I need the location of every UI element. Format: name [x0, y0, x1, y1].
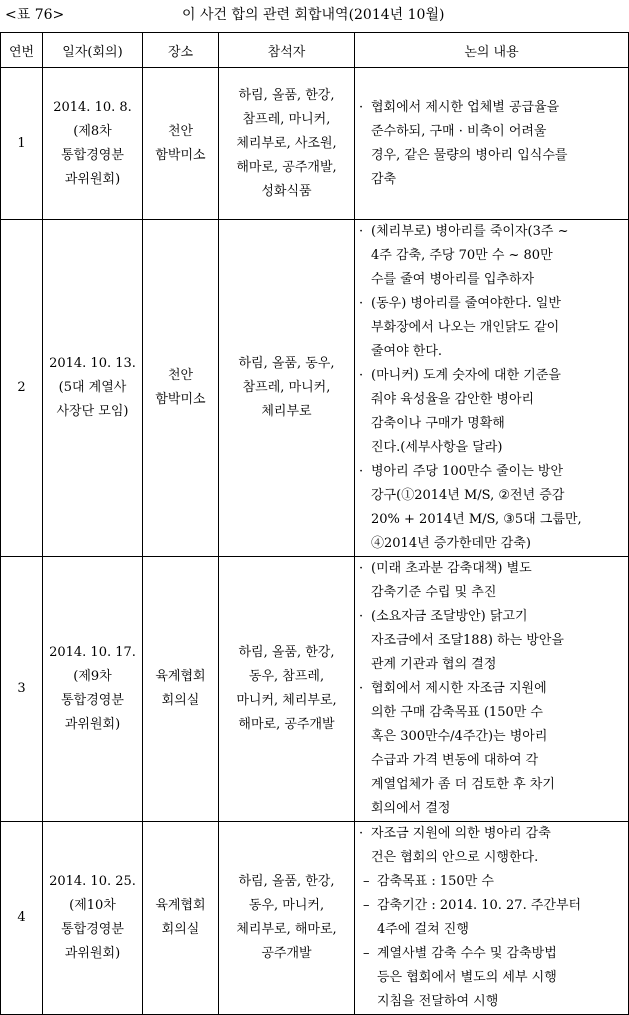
row-number: 4: [1, 822, 43, 1015]
row-number: 1: [1, 68, 43, 220]
place-cell: [143, 68, 219, 220]
content-line: 감축기간 : 2014. 10. 27. 주간부터: [377, 898, 582, 913]
bullet-mark: ·: [359, 826, 364, 841]
attendees-cell: [219, 822, 355, 1015]
content-sub-item: [355, 942, 628, 1014]
header-no: 연번: [1, 33, 43, 68]
date-cell: [43, 68, 143, 220]
content-sub-item: [355, 894, 628, 942]
table-row: [1, 220, 629, 557]
attendee-line: 해마로, 공주개발,: [236, 159, 337, 175]
attendee-line: 동우, 마니커,: [248, 898, 325, 913]
content-line: 감축목표 : 150만 수: [377, 874, 494, 889]
content-line: (소요자금 조달방안) 닭고기: [371, 609, 528, 624]
attendee-line: 동우, 참프레,: [248, 669, 325, 684]
content-line: 건은 협회의 안으로 시행한다.: [371, 850, 539, 865]
attendee-line: 체리부로: [261, 404, 312, 419]
content-line: (미래 초과분 감축대책) 별도: [371, 561, 532, 576]
bullet-mark: ·: [359, 561, 364, 576]
content-line: 의한 구매 감축목표 (150만 수: [371, 705, 543, 720]
content-bullet: [355, 292, 628, 364]
attendee-line: 하림, 올품, 한강,: [238, 874, 335, 889]
content-line: 수급과 가격 변동에 대하여 각: [371, 753, 539, 768]
content-line: (마니커) 도계 숫자에 대한 기준을: [371, 368, 561, 383]
content-line: 4주 감축, 주당 70만 수 ~ 80만: [371, 248, 553, 263]
date-cell: [43, 822, 143, 1015]
content-line: 계열사별 감축 수수 및 감축방법: [377, 946, 557, 961]
content-bullet: [355, 557, 628, 605]
content-line: (체리부로) 병아리를 죽이자(3주 ~: [371, 224, 569, 239]
date-line: (제8차: [73, 123, 112, 139]
attendee-line: 하림, 올품, 동우,: [238, 356, 335, 371]
attendee-line: 성화식품: [261, 183, 312, 199]
date-line: 통합경영분: [61, 693, 124, 708]
header-content: 논의 내용: [355, 33, 629, 68]
date-cell: [43, 557, 143, 822]
bullet-mark: ·: [359, 296, 364, 311]
content-cell: [355, 68, 629, 220]
bullet-mark: –: [363, 946, 370, 961]
bullet-mark: ·: [359, 609, 364, 624]
content-line: 감축: [371, 171, 397, 187]
table-row: [1, 822, 629, 1015]
header-row: [1, 33, 629, 68]
attendee-line: 마니커, 체리부로,: [236, 693, 337, 708]
date-line: 2014. 10. 25.: [49, 874, 136, 889]
place-line: 육계협회: [155, 669, 206, 684]
content-line: 부화장에서 나오는 개인닭도 같이: [371, 320, 560, 335]
attendee-line: 참프레, 마니커,: [242, 111, 331, 127]
content-line: 협회에서 제시한 업체별 공급율을: [371, 99, 560, 115]
content-line: 감축기준 수립 및 추진: [371, 585, 497, 600]
content-line: 등은 협회에서 별도의 세부 시행: [377, 970, 557, 985]
attendee-line: 하림, 올품, 한강,: [238, 87, 335, 103]
content-line: 4주에 걸쳐 진행: [377, 922, 469, 937]
content-line: 수를 줄여 병아리를 입추하자: [371, 272, 535, 287]
row-number: 2: [1, 220, 43, 557]
content-line: 병아리 주당 100만수 줄이는 방안: [371, 464, 564, 479]
content-bullet: [355, 677, 628, 821]
date-line: 과위원회): [64, 171, 121, 187]
date-line: 2014. 10. 8.: [53, 99, 132, 115]
attendee-line: 체리부로, 해마로,: [236, 922, 337, 937]
content-line: 협회에서 제시한 자조금 지원에: [371, 681, 547, 696]
table-label: <표 76>: [5, 7, 65, 23]
place-line: 함박미소: [155, 392, 206, 407]
content-line: 회의에서 결정: [371, 801, 451, 816]
content-line: 20% + 2014년 M/S, ③5대 그룹만,: [371, 512, 582, 527]
bullet-mark: ·: [359, 99, 364, 115]
row-number: 3: [1, 557, 43, 822]
bullet-mark: ·: [359, 368, 364, 383]
content-bullet: [355, 605, 628, 677]
content-line: 혹은 300만수/4주간)는 병아리: [371, 729, 548, 744]
header-attendees: 참석자: [219, 33, 355, 68]
place-line: 함박미소: [155, 147, 206, 163]
meeting-table: [0, 32, 629, 1015]
content-line: 자조금에서 조달188) 하는 방안을: [371, 633, 564, 648]
table-row: [1, 557, 629, 822]
content-line: 줄여야 한다.: [371, 344, 443, 359]
attendees-cell: [219, 68, 355, 220]
content-bullet: [355, 460, 628, 556]
bullet-mark: –: [363, 874, 370, 889]
place-cell: [143, 220, 219, 557]
content-line: (동우) 병아리를 줄여야한다. 일반: [371, 296, 561, 311]
place-line: 육계협회: [155, 898, 206, 913]
date-line: (제9차: [73, 669, 112, 684]
content-cell: [355, 220, 629, 557]
date-line: 사장단 모임): [56, 404, 129, 419]
content-cell: [355, 822, 629, 1015]
place-line: 회의실: [161, 693, 200, 708]
header-date: 일자(회의): [43, 33, 143, 68]
table-row: [1, 68, 629, 220]
attendees-cell: [219, 557, 355, 822]
content-sub-item: [355, 870, 628, 894]
place-line: 천안: [167, 123, 194, 139]
bullet-mark: –: [363, 898, 370, 913]
place-line: 회의실: [161, 922, 200, 937]
date-line: 과위원회): [64, 946, 121, 961]
content-line: 관계 기관과 협의 결정: [371, 657, 497, 672]
date-line: (제10차: [69, 898, 116, 913]
place-cell: [143, 822, 219, 1015]
date-cell: [43, 220, 143, 557]
date-line: 2014. 10. 13.: [49, 356, 136, 371]
date-line: (5대 계열사: [58, 380, 127, 395]
date-line: 통합경영분: [61, 922, 124, 937]
content-line: 자조금 지원에 의한 병아리 감축: [371, 826, 551, 841]
content-line: 계열업체가 좀 더 검토한 후 차기: [371, 777, 555, 792]
content-bullet: [355, 822, 628, 870]
content-line: 준수하되, 구매 · 비축이 어려울: [371, 123, 547, 139]
attendees-cell: [219, 220, 355, 557]
bullet-mark: ·: [359, 681, 364, 696]
content-line: 강구(①2014년 M/S, ②전년 증감: [371, 488, 565, 503]
table-title: 이 사건 합의 관련 회합내역(2014년 10월): [182, 7, 445, 23]
place-cell: [143, 557, 219, 822]
content-bullet: [355, 220, 628, 292]
date-line: 과위원회): [64, 717, 121, 732]
header-place: 장소: [143, 33, 219, 68]
attendee-line: 참프레, 마니커,: [242, 380, 331, 395]
date-line: 2014. 10. 17.: [49, 645, 136, 660]
content-cell: [355, 557, 629, 822]
attendee-line: 체리부로, 사조원,: [236, 135, 337, 151]
attendee-line: 공주개발: [261, 946, 312, 961]
place-line: 천안: [167, 368, 194, 383]
content-line: 줘야 육성율을 감안한 병아리: [371, 392, 535, 407]
content-line: 진다.(세부사항을 달라): [371, 440, 503, 455]
content-line: 감축이나 구매가 명확해: [371, 416, 505, 431]
content-bullet: [355, 364, 628, 460]
attendee-line: 해마로, 공주개발: [238, 717, 335, 732]
attendee-line: 하림, 올품, 한강,: [238, 645, 335, 660]
content-bullet: [355, 96, 628, 192]
content-line: 지침을 전달하여 시행: [377, 994, 499, 1009]
content-line: 경우, 같은 물량의 병아리 입식수를: [371, 147, 568, 163]
bullet-mark: ·: [359, 224, 364, 239]
content-line: ④2014년 증가한데만 감축): [371, 536, 531, 551]
bullet-mark: ·: [359, 464, 364, 479]
date-line: 통합경영분: [61, 147, 124, 163]
